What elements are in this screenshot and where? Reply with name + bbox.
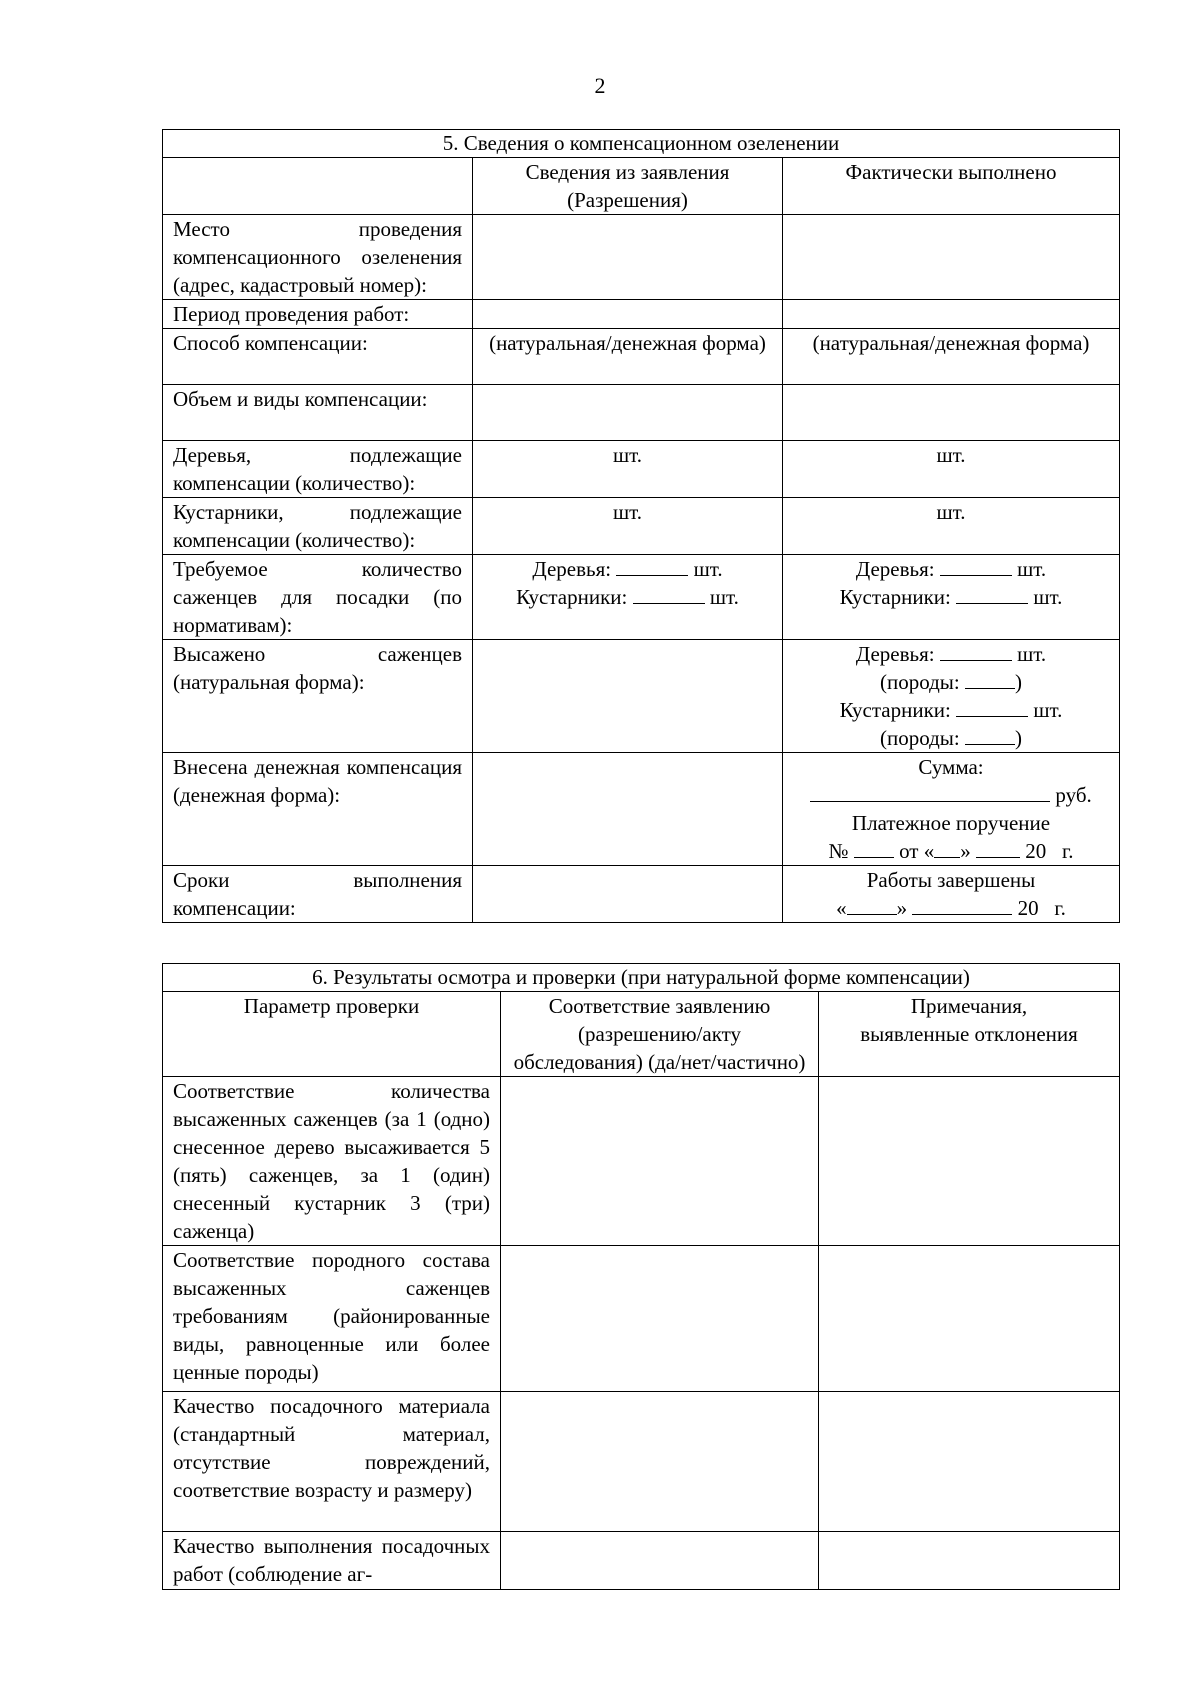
row-label-volume: Объем и виды компенсации: <box>163 385 473 441</box>
row-label-check: Соответствие количества высаженных саженцев (за 1 (одно) снесенное дерево высаживается 5 (пять) саженцев, за 1 (один) снесенный кустарник 3 (три) саженца) <box>163 1077 501 1246</box>
row-label-method: Способ компенсации: <box>163 329 473 385</box>
cell-input[interactable] <box>819 1532 1120 1590</box>
cell-planted-actual[interactable]: Деревья: шт. (породы: ) Кустарники: шт. (породы: ) <box>783 640 1120 753</box>
cell-input[interactable] <box>783 385 1120 441</box>
cell-input[interactable] <box>473 385 783 441</box>
cell-input[interactable] <box>473 866 783 923</box>
cell-input[interactable] <box>473 300 783 329</box>
row-label-money: Внесена денежная компенсация (денежная форма): <box>163 753 473 866</box>
cell-input[interactable] <box>501 1532 819 1590</box>
row-label-check: Качество выполнения посадочных работ (соблюдение аг- <box>163 1532 501 1590</box>
inspection-table <box>162 963 1120 1590</box>
compensation-table <box>162 129 1120 923</box>
cell-terms-actual[interactable]: Работы завершены « » 20 г. <box>783 866 1120 923</box>
cell-input[interactable] <box>473 753 783 866</box>
cell-money-actual[interactable]: Сумма: руб. Платежное поручение № от « » 20 г. <box>783 753 1120 866</box>
cell-required-application[interactable]: Деревья: шт. Кустарники: шт. <box>473 555 783 640</box>
cell-input[interactable] <box>783 215 1120 300</box>
cell-input[interactable] <box>473 640 783 753</box>
row-label-required: Требуемое количество саженцев для посадки (по нормативам): <box>163 555 473 640</box>
cell-input[interactable] <box>501 1246 819 1392</box>
row-label-trees: Деревья, подлежащие компенсации (количество): <box>163 441 473 498</box>
row-label-terms: Сроки выполнения компенсации: <box>163 866 473 923</box>
row-label-planted: Высажено саженцев (натуральная форма): <box>163 640 473 753</box>
cell-input[interactable] <box>819 1077 1120 1246</box>
row-label-place: Место проведения компенсационного озеленения (адрес, кадастровый номер): <box>163 215 473 300</box>
cell-trees-application[interactable]: шт. <box>473 441 783 498</box>
header-conformity: Соответствие заявлению (разрешению/акту обследования) (да/нет/частично) <box>501 992 819 1077</box>
cell-method-actual[interactable]: (натуральная/денежная форма) <box>783 329 1120 385</box>
cell-required-actual[interactable]: Деревья: шт. Кустарники: шт. <box>783 555 1120 640</box>
section5-title: 5. Сведения о компенсационном озеленении <box>163 130 1120 158</box>
header-actual: Фактически выполнено <box>783 158 1120 215</box>
header-application: Сведения из заявления (Разрешения) <box>473 158 783 215</box>
cell-input[interactable] <box>501 1077 819 1246</box>
header-notes: Примечания, выявленные отклонения <box>819 992 1120 1077</box>
cell-input[interactable] <box>819 1392 1120 1532</box>
cell-input[interactable] <box>819 1246 1120 1392</box>
cell-trees-actual[interactable]: шт. <box>783 441 1120 498</box>
cell-method-application[interactable]: (натуральная/денежная форма) <box>473 329 783 385</box>
cell-input[interactable] <box>501 1392 819 1532</box>
row-label-check: Качество посадочного материала (стандартный материал, отсутствие повреждений, соответствие возрасту и размеру) <box>163 1392 501 1532</box>
row-label-period: Период проведения работ: <box>163 300 473 329</box>
page-number: 2 <box>594 73 606 98</box>
cell-shrubs-application[interactable]: шт. <box>473 498 783 555</box>
header-parameter: Параметр проверки <box>163 992 501 1077</box>
cell-shrubs-actual[interactable]: шт. <box>783 498 1120 555</box>
header-empty <box>163 158 473 215</box>
cell-input[interactable] <box>783 300 1120 329</box>
cell-input[interactable] <box>473 215 783 300</box>
section6-title: 6. Результаты осмотра и проверки (при натуральной форме компенсации) <box>163 964 1120 992</box>
row-label-shrubs: Кустарники, подлежащие компенсации (количество): <box>163 498 473 555</box>
row-label-check: Соответствие породного состава высаженных саженцев требованиям (районированные виды, равноценные или более ценные породы) <box>163 1246 501 1392</box>
